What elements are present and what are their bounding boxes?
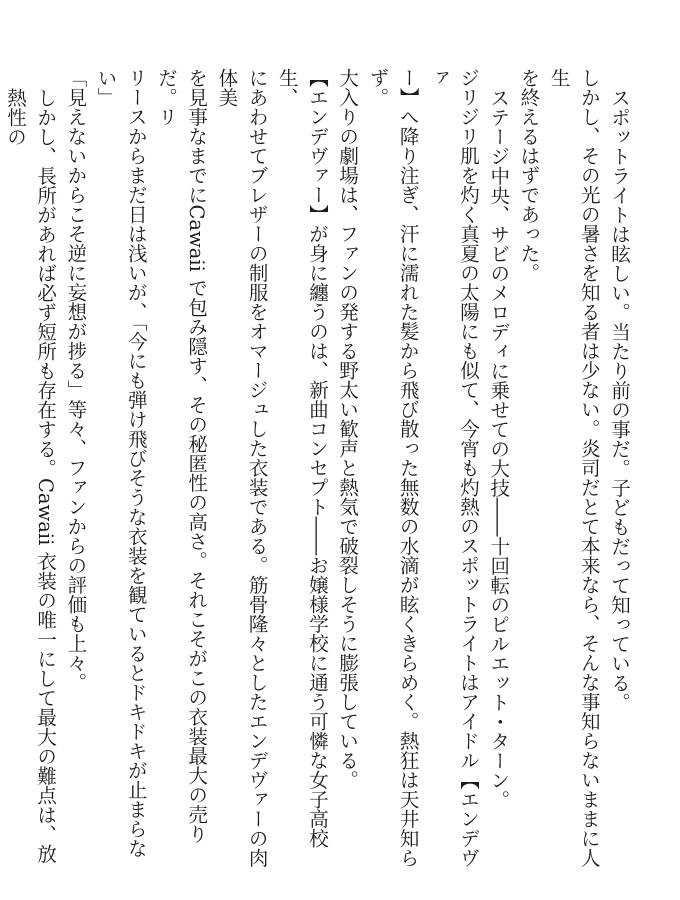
text-line: スポットライトは眩しい。当たり前の事だ。子どもだって知っている。: [608, 87, 631, 712]
text-line: を終えるはずであった。: [517, 68, 541, 283]
text-line: リースからまだ日は浅いが、「今にも弾け飛びそうな衣装を観ているとドキドキが止まらない」: [94, 68, 148, 858]
text-line: にあわせてブレザーの制服をオマージュした衣装である。筋骨隆々としたエンデヴァーの肉体美: [215, 68, 269, 868]
text-line: ー】へ降り注ぎ、汗に濡れた髪から飛び散った無数の水滴が眩くきらめく。熱狂は天井知らず。: [366, 68, 420, 868]
text-line: を見事なまでにCawaii で包み隠す、その秘匿性の高さ。それこそがこの衣装最大の売りだ。リ: [154, 68, 209, 844]
text-line: しかし、その光の暑さを知る者は少ない。炎司だとて本来なら、そんな事知らないままに人生: [547, 68, 601, 868]
text-line: 【エンデヴァー】が身に纏うのは、新曲コンセプト――お嬢様学校に通う可憐な女子高校生、: [275, 68, 329, 848]
text-line: しかし、長所があれば必ず短所も存在する。Cawaii 衣装の唯一にして最大の難点は、放熱性の: [3, 87, 58, 864]
text-line: 「見えないからこそ逆に妄想が捗る」等々、ファンからの評価も上々。: [64, 68, 88, 692]
text-line: ジリジリ肌を灼く真夏の太陽にも似て、今宵も灼熱のスポットライトはアイドル【エンデヴァ: [426, 68, 480, 868]
vertical-text-body: [0, 68, 634, 868]
text-line: 大入りの劇場は、ファンの発する野太い歓声と熱気で破裂しそうに膨張している。: [336, 68, 360, 790]
text-line: ステージ中央、サビのメロディに乗せての大技――十回転のピルエット・ターン。: [487, 87, 511, 809]
